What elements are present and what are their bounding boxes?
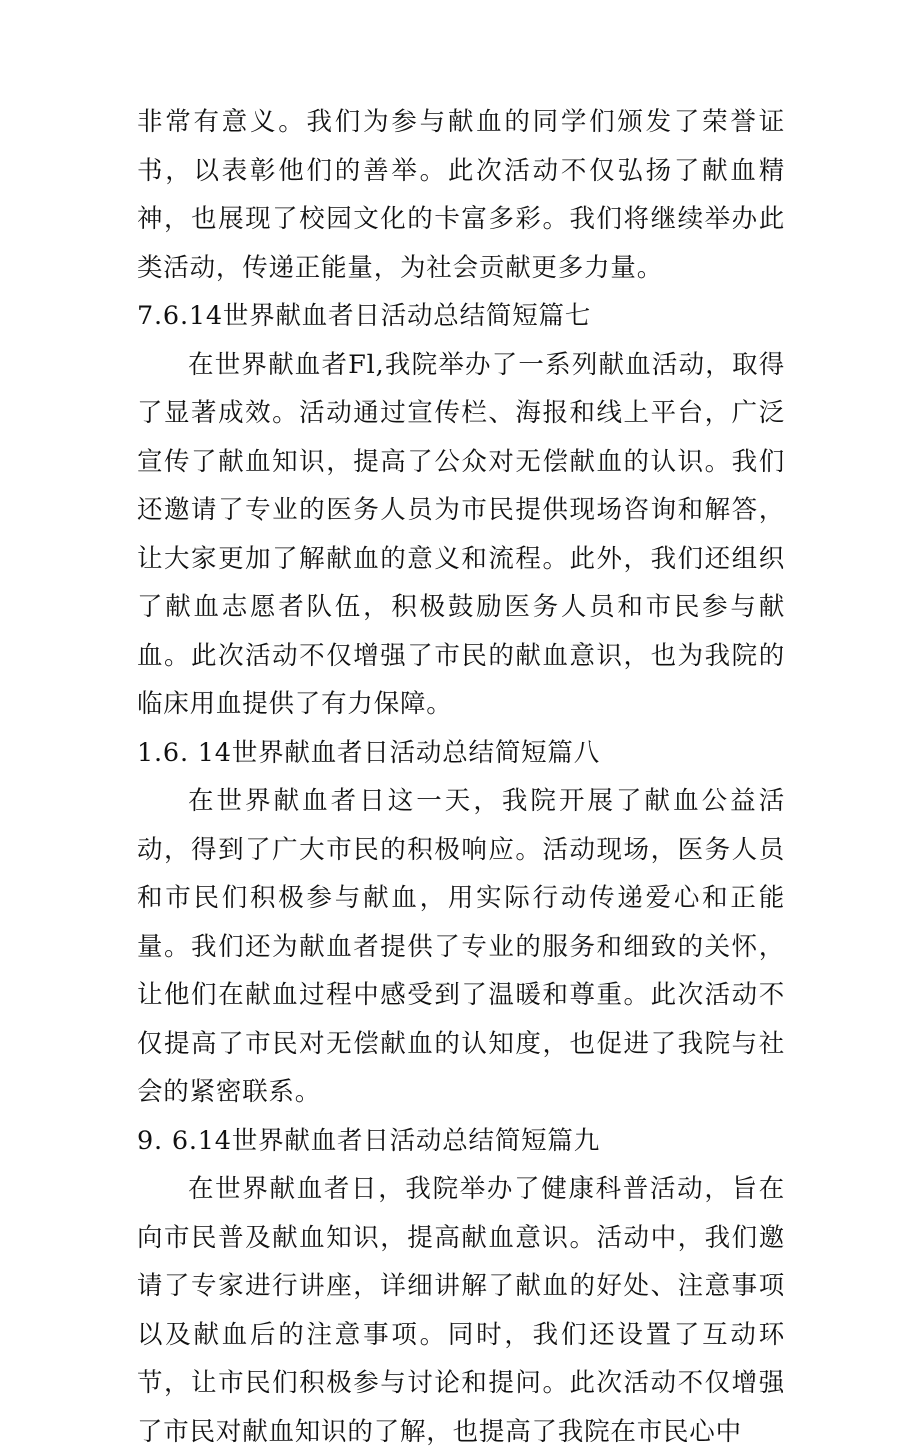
section-heading-8: 1.6. 14世界献血者日活动总结简短篇八 (137, 737, 601, 768)
paragraph-section-7: 在世界献血者Fl,我院举办了一系列献血活动，取得了显著成效。活动通过宣传栏、海报和线上平台，广泛宣传了献血知识，提高了公众对无偿献血的认识。我们还邀请了专业的医务人员为市民提供现场咨询和解答，让大家更加了解献血的意义和流程。此外，我们还组织了献血志愿者队伍，积极鼓励医务人员和市民参与献血。此次活动不仅增强了市民的献血意识，也为我院的临床用血提供了有力保障。 (137, 349, 785, 719)
paragraph-continued: 非常有意义。我们为参与献血的同学们颁发了荣誉证书，以表彰他们的善举。此次活动不仅弘扬了献血精神，也展现了校园文化的卡富多彩。我们将继续举办此类活动，传递正能量，为社会贡献更多力量。 (137, 107, 785, 283)
section-heading-7: 7.6.14世界献血者日活动总结简短篇七 (137, 301, 592, 331)
document-body (137, 98, 785, 1456)
section-heading-9: 9. 6.14世界献血者日活动总结简短篇九 (137, 1125, 601, 1156)
paragraph-section-8: 在世界献血者日这一天，我院开展了献血公益活动，得到了广大市民的积极响应。活动现场，医务人员和市民们积极参与献血，用实际行动传递爱心和正能量。我们还为献血者提供了专业的服务和细致的关怀，让他们在献血过程中感受到了温暖和尊重。此次活动不仅提高了市民对无偿献血的认知度，也促进了我院与社会的紧密联系。 (137, 786, 785, 1107)
paragraph-section-9: 在世界献血者日，我院举办了健康科普活动，旨在向市民普及献血知识，提高献血意识。活动中，我们邀请了专家进行讲座，详细讲解了献血的好处、注意事项以及献血后的注意事项。同时，我们还设置了互动环节，让市民们积极参与讨论和提问。此次活动不仅增强了市民对献血知识的了解，也提高了我院在市民心中 (137, 1174, 785, 1447)
